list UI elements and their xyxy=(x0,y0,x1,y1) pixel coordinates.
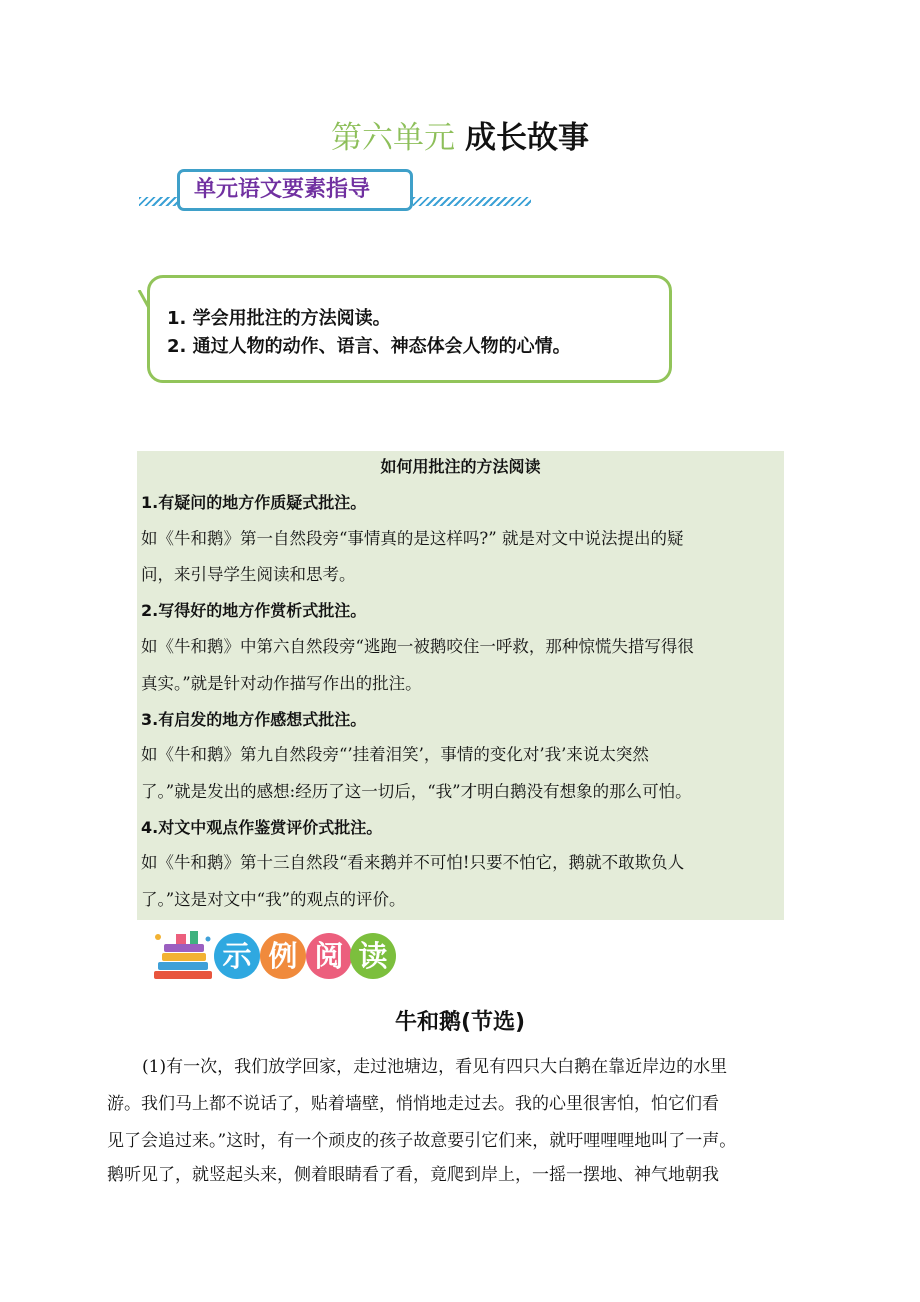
guide-text: 如《牛和鹅》中第六自然段旁“逃跑一被鹅咬住一呼救，那种惊慌失措写得很 xyxy=(141,637,694,656)
story-title: 牛和鹅(节选) xyxy=(394,1010,526,1035)
goal-item-1: 1. 学会用批注的方法阅读。 xyxy=(167,308,391,329)
guide-text: 如《牛和鹅》第九自然段旁“’挂着泪笑’，事情的变化对’我’来说太突然 xyxy=(141,745,649,764)
guide-text: 如《牛和鹅》第一自然段旁“事情真的是这样吗?” 就是对文中说法提出的疑 xyxy=(141,529,684,548)
banner-hatch-left xyxy=(139,197,179,206)
banner-hatch-right xyxy=(413,197,531,206)
guide-text: 了。”就是发出的感想:经历了这一切后，“我”才明白鹅没有想象的那么可怕。 xyxy=(141,782,692,801)
annotation-guide xyxy=(137,451,784,920)
badge-char: 读 xyxy=(350,933,396,979)
guide-text: 真实。”就是针对动作描写作出的批注。 xyxy=(141,674,422,693)
goal-item-2: 2. 通过人物的动作、语言、神态体会人物的心情。 xyxy=(167,336,571,357)
books-icon xyxy=(150,927,216,987)
learning-goals-box xyxy=(147,275,672,383)
unit-theme: 成长故事 xyxy=(465,120,589,156)
story-line: (1)有一次，我们放学回家，走过池塘边，看见有四只大白鹅在靠近岸边的水里 xyxy=(142,1057,728,1077)
guide-text: 如《牛和鹅》第十三自然段“看来鹅并不可怕!只要不怕它，鹅就不敢欺负人 xyxy=(141,853,685,872)
guide-heading-1: 1.有疑问的地方作质疑式批注。 xyxy=(141,493,367,512)
guide-text: 问，来引导学生阅读和思考。 xyxy=(141,565,356,584)
unit-number: 第六单元 xyxy=(331,120,455,156)
example-reading-badge xyxy=(150,927,400,989)
guide-heading-4: 4.对文中观点作鉴赏评价式批注。 xyxy=(141,818,383,837)
page-title xyxy=(0,112,920,157)
guide-heading-3: 3.有启发的地方作感想式批注。 xyxy=(141,710,367,729)
guide-text: 了。”这是对文中“我”的观点的评价。 xyxy=(141,890,406,909)
story-line: 鹅听见了，就竖起头来，侧着眼睛看了看，竟爬到岸上，一摇一摆地、神气地朝我 xyxy=(107,1165,719,1185)
section-banner: 单元语文要素指导 xyxy=(177,169,413,211)
story-line: 见了会追过来。”这时，有一个顽皮的孩子故意要引它们来，就吁哩哩哩地叫了一声。 xyxy=(107,1131,737,1151)
guide-heading-2: 2.写得好的地方作赏析式批注。 xyxy=(141,601,367,620)
badge-char: 阅 xyxy=(306,933,352,979)
story-line: 游。我们马上都不说话了，贴着墙壁，悄悄地走过去。我的心里很害怕，怕它们看 xyxy=(107,1094,719,1114)
guide-title: 如何用批注的方法阅读 xyxy=(380,457,541,476)
badge-char: 例 xyxy=(260,933,306,979)
badge-char: 示 xyxy=(214,933,260,979)
